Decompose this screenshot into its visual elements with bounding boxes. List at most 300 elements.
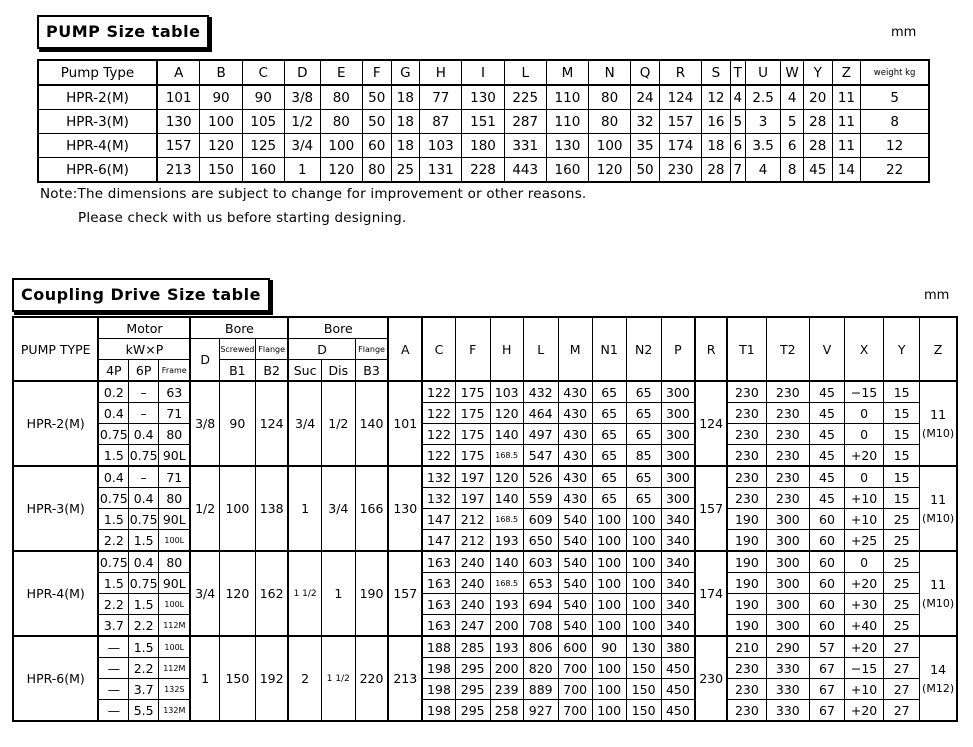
n1-cell: 90 [592, 636, 626, 658]
v-cell: 45 [809, 424, 844, 445]
pump-value-cell: 4 [781, 85, 804, 110]
motor-6p-cell: 5.5 [129, 700, 159, 722]
pump-type-cell: HPR-4(M) [13, 551, 98, 636]
n1-cell: 65 [592, 488, 626, 509]
c-cell: 122 [422, 381, 455, 403]
m-cell: 540 [558, 615, 592, 637]
pump-col-header: G [391, 60, 420, 85]
motor-frame-cell: 100L [159, 594, 191, 615]
f-cell: 247 [455, 615, 490, 637]
hdr-v: V [809, 317, 844, 381]
f-cell: 175 [455, 403, 490, 424]
pump-type-cell: HPR-6(M) [13, 636, 98, 721]
hdr-d2: D [288, 339, 355, 360]
motor-frame-cell: 100L [159, 636, 191, 658]
coupling-table-title: Coupling Drive Size table [12, 278, 270, 312]
n1-cell: 100 [592, 573, 626, 594]
pump-col-header: I [462, 60, 504, 85]
f-cell: 295 [455, 658, 490, 679]
m-cell: 430 [558, 424, 592, 445]
pump-value-cell: 5 [730, 110, 745, 134]
n2-cell: 65 [626, 403, 661, 424]
t1-cell: 190 [727, 594, 766, 615]
pump-value-cell: 160 [242, 158, 284, 183]
n1-cell: 65 [592, 381, 626, 403]
n1-cell: 65 [592, 403, 626, 424]
motor-4p-cell: 3.7 [98, 615, 128, 637]
bore-b3-cell: 140 [355, 381, 388, 466]
f-cell: 212 [455, 530, 490, 552]
pump-value-cell: 11 [832, 85, 861, 110]
t2-cell: 290 [766, 636, 809, 658]
pump-value-cell: 8 [781, 158, 804, 183]
motor-frame-cell: 71 [159, 403, 191, 424]
pump-value-cell: 80 [320, 85, 362, 110]
pump-table-row [38, 85, 929, 110]
m-cell: 540 [558, 530, 592, 552]
pump-value-cell: 22 [861, 158, 929, 183]
y-cell: 15 [884, 424, 920, 445]
x-cell: 0 [844, 551, 883, 573]
f-cell: 295 [455, 700, 490, 722]
z-bolt-size: (M10) [922, 426, 955, 440]
hdr-c: C [422, 317, 455, 381]
pump-col-header: Q [631, 60, 660, 85]
pump-value-cell: 50 [362, 85, 391, 110]
y-cell: 27 [884, 658, 920, 679]
bore-b1-cell: 90 [219, 381, 255, 466]
z-bolt-size: (M12) [922, 681, 955, 695]
coupling-table-row [13, 615, 957, 637]
t2-cell: 230 [766, 488, 809, 509]
bore-dis-cell: 1 1/2 [321, 636, 355, 721]
l-cell: 609 [523, 509, 558, 530]
v-cell: 60 [809, 615, 844, 637]
pump-col-header: T [730, 60, 745, 85]
hdr-b2: B2 [255, 360, 288, 382]
p-cell: 300 [661, 488, 695, 509]
pump-col-header: M [546, 60, 588, 85]
pump-value-cell: 7 [730, 158, 745, 183]
p-cell: 340 [661, 509, 695, 530]
hdr-l: L [523, 317, 558, 381]
t2-cell: 230 [766, 424, 809, 445]
bore-b3-cell: 220 [355, 636, 388, 721]
pump-value-cell: 3/8 [284, 85, 320, 110]
z-cell [920, 466, 957, 551]
coupling-table-row [13, 700, 957, 722]
n1-cell: 100 [592, 530, 626, 552]
hdr-x: X [844, 317, 883, 381]
pump-value-cell: 124 [659, 85, 701, 110]
pump-value-cell: 28 [803, 134, 832, 158]
pump-type-cell: HPR-3(M) [13, 466, 98, 551]
t1-cell: 230 [727, 403, 766, 424]
h-cell: 200 [490, 615, 523, 637]
coupling-table-row [13, 636, 957, 658]
h-cell: 168.5 [490, 445, 523, 467]
v-cell: 60 [809, 530, 844, 552]
n1-cell: 100 [592, 509, 626, 530]
coupling-table-row [13, 509, 957, 530]
bore-dis-cell: 1 [321, 551, 355, 636]
motor-6p-cell: 2.2 [129, 615, 159, 637]
hdr-kwp: kW×P [98, 339, 190, 360]
x-cell: +20 [844, 445, 883, 467]
pump-value-cell: 50 [362, 110, 391, 134]
c-cell: 188 [422, 636, 455, 658]
pump-value-cell: 87 [420, 110, 462, 134]
bore-suc-cell: 3/4 [288, 381, 321, 466]
motor-4p-cell: 0.75 [98, 488, 128, 509]
p-cell: 340 [661, 594, 695, 615]
hdr-t2: T2 [766, 317, 809, 381]
y-cell: 15 [884, 488, 920, 509]
v-cell: 60 [809, 551, 844, 573]
pump-value-cell: 24 [631, 85, 660, 110]
f-cell: 295 [455, 679, 490, 700]
y-cell: 25 [884, 509, 920, 530]
t1-cell: 190 [727, 551, 766, 573]
pump-col-header: R [659, 60, 701, 85]
pump-value-cell: 1 [284, 158, 320, 183]
pump-value-cell: 105 [242, 110, 284, 134]
l-cell: 820 [523, 658, 558, 679]
pump-value-cell: 80 [589, 110, 631, 134]
motor-6p-cell: – [129, 466, 159, 488]
pump-type-cell: HPR-6(M) [38, 158, 157, 183]
pump-table-row [38, 158, 929, 183]
motor-4p-cell: 0.4 [98, 466, 128, 488]
pump-value-cell: 160 [546, 158, 588, 183]
p-cell: 340 [661, 530, 695, 552]
c-cell: 163 [422, 573, 455, 594]
hdr-n2: N2 [626, 317, 661, 381]
coupling-table-row [13, 488, 957, 509]
c-cell: 132 [422, 488, 455, 509]
pump-value-cell: 12 [702, 85, 731, 110]
hdr-a: A [388, 317, 422, 381]
l-cell: 464 [523, 403, 558, 424]
l-cell: 497 [523, 424, 558, 445]
pump-value-cell: 130 [546, 134, 588, 158]
x-cell: +10 [844, 679, 883, 700]
z-value: 11 [930, 491, 947, 507]
y-cell: 27 [884, 700, 920, 722]
t2-cell: 330 [766, 658, 809, 679]
motor-4p-cell: 1.5 [98, 573, 128, 594]
pump-col-header: Y [803, 60, 832, 85]
n2-cell: 100 [626, 551, 661, 573]
pump-col-header: weight kg [861, 60, 929, 85]
motor-frame-cell: 100L [159, 530, 191, 552]
v-cell: 67 [809, 700, 844, 722]
p-cell: 340 [661, 573, 695, 594]
bore-d-cell: 3/4 [190, 551, 219, 636]
c-cell: 163 [422, 615, 455, 637]
n2-cell: 150 [626, 700, 661, 722]
hdr-flange: Flange [255, 339, 288, 360]
hdr-bore2: Bore [288, 317, 388, 339]
pump-value-cell: 3 [745, 110, 780, 134]
pump-header-row [38, 60, 929, 85]
pump-value-cell: 90 [242, 85, 284, 110]
pump-value-cell: 11 [832, 134, 861, 158]
motor-6p-cell: – [129, 381, 159, 403]
motor-6p-cell: 1.5 [129, 636, 159, 658]
coupling-table-row [13, 403, 957, 424]
motor-6p-cell: 0.4 [129, 488, 159, 509]
t1-cell: 230 [727, 700, 766, 722]
c-cell: 122 [422, 403, 455, 424]
pump-value-cell: 90 [200, 85, 242, 110]
z-bolt-size: (M10) [922, 511, 955, 525]
pump-value-cell: 45 [803, 158, 832, 183]
motor-6p-cell: – [129, 403, 159, 424]
h-cell: 193 [490, 636, 523, 658]
pump-value-cell: 8 [861, 110, 929, 134]
x-cell: +40 [844, 615, 883, 637]
n1-cell: 100 [592, 658, 626, 679]
v-cell: 45 [809, 466, 844, 488]
c-cell: 198 [422, 679, 455, 700]
hdr-flange2: Flange [355, 339, 388, 360]
bore-suc-cell: 1 1/2 [288, 551, 321, 636]
hdr-t1: T1 [727, 317, 766, 381]
coupling-table-row [13, 594, 957, 615]
coupling-table-row [13, 466, 957, 488]
r-cell: 124 [695, 381, 727, 466]
pump-value-cell: 20 [803, 85, 832, 110]
pump-value-cell: 157 [157, 134, 200, 158]
coupling-table-row [13, 551, 957, 573]
h-cell: 258 [490, 700, 523, 722]
coupling-table-row [13, 424, 957, 445]
x-cell: +25 [844, 530, 883, 552]
hdr-m: M [558, 317, 592, 381]
c-cell: 122 [422, 424, 455, 445]
l-cell: 806 [523, 636, 558, 658]
motor-4p-cell: 2.2 [98, 530, 128, 552]
bore-d-cell: 3/8 [190, 381, 219, 466]
t1-cell: 190 [727, 509, 766, 530]
n2-cell: 150 [626, 658, 661, 679]
p-cell: 300 [661, 381, 695, 403]
pump-value-cell: 3/4 [284, 134, 320, 158]
n2-cell: 130 [626, 636, 661, 658]
motor-frame-cell: 132M [159, 700, 191, 722]
v-cell: 57 [809, 636, 844, 658]
pump-value-cell: 230 [659, 158, 701, 183]
bore-b1-cell: 150 [219, 636, 255, 721]
motor-4p-cell: 0.2 [98, 381, 128, 403]
pump-unit-label: mm [891, 25, 917, 40]
coupling-table-row [13, 679, 957, 700]
hdr-motor: Motor [98, 317, 190, 339]
pump-value-cell: 103 [420, 134, 462, 158]
hdr-b1: B1 [219, 360, 255, 382]
bore-suc-cell: 2 [288, 636, 321, 721]
hdr-r: R [695, 317, 727, 381]
t1-cell: 190 [727, 530, 766, 552]
z-cell [920, 381, 957, 466]
pump-value-cell: 443 [504, 158, 546, 183]
z-bolt-size: (M10) [922, 596, 955, 610]
t2-cell: 300 [766, 594, 809, 615]
n2-cell: 100 [626, 594, 661, 615]
pump-value-cell: 151 [462, 110, 504, 134]
pump-value-cell: 50 [631, 158, 660, 183]
t1-cell: 230 [727, 466, 766, 488]
pump-note-line1: Note:The dimensions are subject to change for improvement or other reasons. [40, 186, 587, 202]
t2-cell: 300 [766, 615, 809, 637]
v-cell: 45 [809, 381, 844, 403]
hdr-f: F [455, 317, 490, 381]
pump-value-cell: 2.5 [745, 85, 780, 110]
t1-cell: 190 [727, 615, 766, 637]
bore-b2-cell: 192 [255, 636, 288, 721]
motor-6p-cell: 0.75 [129, 509, 159, 530]
m-cell: 700 [558, 658, 592, 679]
x-cell: 0 [844, 403, 883, 424]
h-cell: 168.5 [490, 573, 523, 594]
y-cell: 25 [884, 551, 920, 573]
pump-type-cell: HPR-3(M) [38, 110, 157, 134]
x-cell: 0 [844, 424, 883, 445]
bore-b1-cell: 120 [219, 551, 255, 636]
motor-6p-cell: 1.5 [129, 530, 159, 552]
l-cell: 432 [523, 381, 558, 403]
l-cell: 889 [523, 679, 558, 700]
z-cell [920, 551, 957, 636]
f-cell: 197 [455, 466, 490, 488]
h-cell: 120 [490, 403, 523, 424]
n2-cell: 65 [626, 381, 661, 403]
hdr-bore: Bore [190, 317, 288, 339]
v-cell: 67 [809, 679, 844, 700]
p-cell: 340 [661, 615, 695, 637]
motor-6p-cell: 0.75 [129, 573, 159, 594]
p-cell: 300 [661, 445, 695, 467]
m-cell: 540 [558, 594, 592, 615]
pump-value-cell: 18 [702, 134, 731, 158]
motor-4p-cell: 2.2 [98, 594, 128, 615]
pump-value-cell: 80 [320, 110, 362, 134]
c-cell: 198 [422, 658, 455, 679]
motor-6p-cell: 1.5 [129, 594, 159, 615]
pump-value-cell: 180 [462, 134, 504, 158]
h-cell: 239 [490, 679, 523, 700]
pump-col-header: L [504, 60, 546, 85]
y-cell: 15 [884, 381, 920, 403]
y-cell: 15 [884, 445, 920, 467]
pump-value-cell: 18 [391, 134, 420, 158]
m-cell: 700 [558, 700, 592, 722]
l-cell: 547 [523, 445, 558, 467]
hdr-y: Y [884, 317, 920, 381]
motor-4p-cell: 0.4 [98, 403, 128, 424]
n1-cell: 65 [592, 424, 626, 445]
t2-cell: 230 [766, 466, 809, 488]
c-cell: 147 [422, 509, 455, 530]
a-cell: 157 [388, 551, 422, 636]
l-cell: 603 [523, 551, 558, 573]
l-cell: 559 [523, 488, 558, 509]
motor-4p-cell: 1.5 [98, 445, 128, 467]
a-cell: 101 [388, 381, 422, 466]
motor-frame-cell: 80 [159, 551, 191, 573]
n1-cell: 65 [592, 466, 626, 488]
coupling-table-row [13, 530, 957, 552]
bore-b2-cell: 138 [255, 466, 288, 551]
motor-6p-cell: 2.2 [129, 658, 159, 679]
pump-value-cell: 331 [504, 134, 546, 158]
hdr-p: P [661, 317, 695, 381]
m-cell: 700 [558, 679, 592, 700]
m-cell: 540 [558, 509, 592, 530]
motor-4p-cell: 1.5 [98, 509, 128, 530]
t1-cell: 230 [727, 658, 766, 679]
pump-value-cell: 80 [362, 158, 391, 183]
hdr-z: Z [920, 317, 957, 381]
h-cell: 140 [490, 424, 523, 445]
pump-value-cell: 14 [832, 158, 861, 183]
n2-cell: 100 [626, 573, 661, 594]
n1-cell: 65 [592, 445, 626, 467]
coupling-table-row [13, 573, 957, 594]
y-cell: 27 [884, 636, 920, 658]
pump-value-cell: 174 [659, 134, 701, 158]
pump-value-cell: 110 [546, 110, 588, 134]
motor-frame-cell: 80 [159, 424, 191, 445]
t2-cell: 330 [766, 679, 809, 700]
pump-table-row [38, 110, 929, 134]
l-cell: 927 [523, 700, 558, 722]
motor-4p-cell: — [98, 636, 128, 658]
z-value: 11 [930, 576, 947, 592]
l-cell: 650 [523, 530, 558, 552]
pump-value-cell: 12 [861, 134, 929, 158]
t2-cell: 300 [766, 509, 809, 530]
pump-value-cell: 11 [832, 110, 861, 134]
pump-value-cell: 120 [589, 158, 631, 183]
hdr-suc: Suc [288, 360, 321, 382]
z-value: 11 [930, 406, 947, 422]
hdr-b3: B3 [355, 360, 388, 382]
f-cell: 285 [455, 636, 490, 658]
pump-type-cell: HPR-2(M) [38, 85, 157, 110]
pump-value-cell: 28 [702, 158, 731, 183]
motor-frame-cell: 63 [159, 381, 191, 403]
t2-cell: 230 [766, 403, 809, 424]
f-cell: 175 [455, 381, 490, 403]
hdr-d: D [190, 339, 219, 382]
t1-cell: 190 [727, 573, 766, 594]
motor-6p-cell: 0.4 [129, 551, 159, 573]
pump-value-cell: 28 [803, 110, 832, 134]
c-cell: 198 [422, 700, 455, 722]
pump-value-cell: 5 [781, 110, 804, 134]
bore-b2-cell: 162 [255, 551, 288, 636]
hdr-dis: Dis [321, 360, 355, 382]
pump-value-cell: 25 [391, 158, 420, 183]
motor-4p-cell: — [98, 679, 128, 700]
n2-cell: 65 [626, 488, 661, 509]
z-value: 14 [930, 661, 947, 677]
f-cell: 240 [455, 594, 490, 615]
h-cell: 140 [490, 551, 523, 573]
t1-cell: 210 [727, 636, 766, 658]
